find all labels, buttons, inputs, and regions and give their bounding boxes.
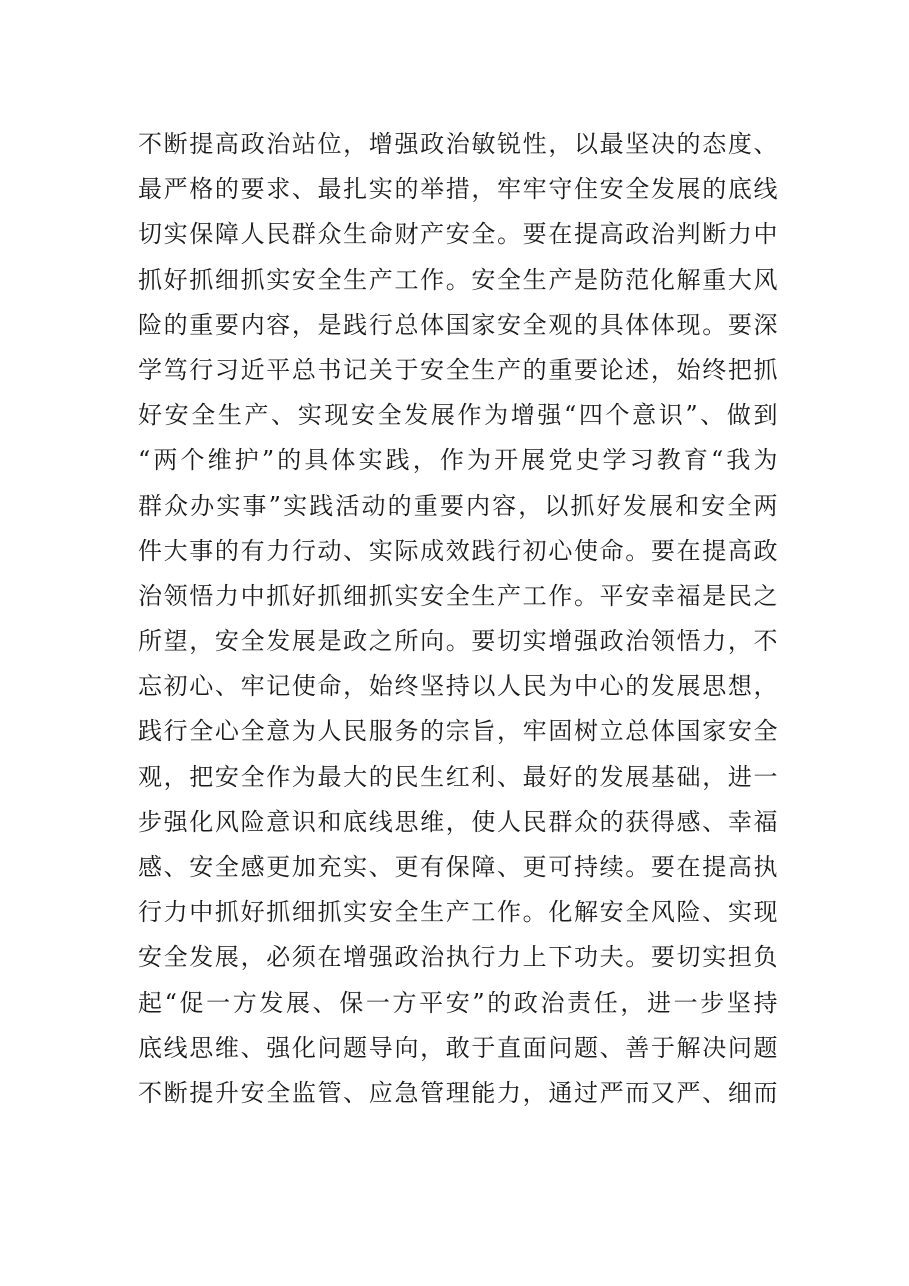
text-line: 起“促一方发展、保一方平安”的政治责任，进一步坚持 [138,988,778,1017]
text-line: 抓好抓细抓实安全生产工作。安全生产是防范化解重大风 [138,265,778,294]
text-line: 学笃行习近平总书记关于安全生产的重要论述，始终把抓 [138,355,778,384]
text-line: 切实保障人民群众生命财产安全。要在提高政治判断力中 [138,220,778,249]
text-line: 观，把安全作为最大的民生红利、最好的发展基础，进一 [138,762,778,791]
body-paragraph [138,122,778,1116]
text-line: 感、安全感更加充实、更有保障、更可持续。要在提高执 [138,853,778,881]
text-line: 件大事的有力行动、实际成效践行初心使命。要在提高政 [138,536,778,565]
text-line: 不断提升安全监管、应急管理能力，通过严而又严、细而 [138,1078,778,1107]
text-line: 步强化风险意识和底线思维，使人民群众的获得感、幸福 [138,807,778,836]
text-line: 群众办实事”实践活动的重要内容，以抓好发展和安全两 [138,491,778,520]
text-line: 治领悟力中抓好抓细抓实安全生产工作。平安幸福是民之 [138,581,778,610]
text-line: 忘初心、牢记使命，始终坚持以人民为中心的发展思想， [138,672,778,701]
text-line: 践行全心全意为人民服务的宗旨，牢固树立总体国家安全 [138,717,778,746]
text-line: 安全发展，必须在增强政治执行力上下功夫。要切实担负 [138,943,778,972]
text-line: 好安全生产、实现安全发展作为增强“四个意识”、做到 [138,401,778,430]
text-line: 行力中抓好抓细抓实安全生产工作。化解安全风险、实现 [138,898,778,927]
text-line: “两个维护”的具体实践，作为开展党史学习教育“我为 [138,446,778,475]
text-line: 险的重要内容，是践行总体国家安全观的具体体现。要深 [138,310,778,339]
text-line: 底线思维、强化问题导向，敢于直面问题、善于解决问题 [138,1033,778,1062]
text-line: 所望，安全发展是政之所向。要切实增强政治领悟力，不 [138,627,778,656]
text-line: 最严格的要求、最扎实的举措，牢牢守住安全发展的底线 [138,175,778,204]
text-line: 不断提高政治站位，增强政治敏锐性，以最坚决的态度、 [138,130,778,158]
